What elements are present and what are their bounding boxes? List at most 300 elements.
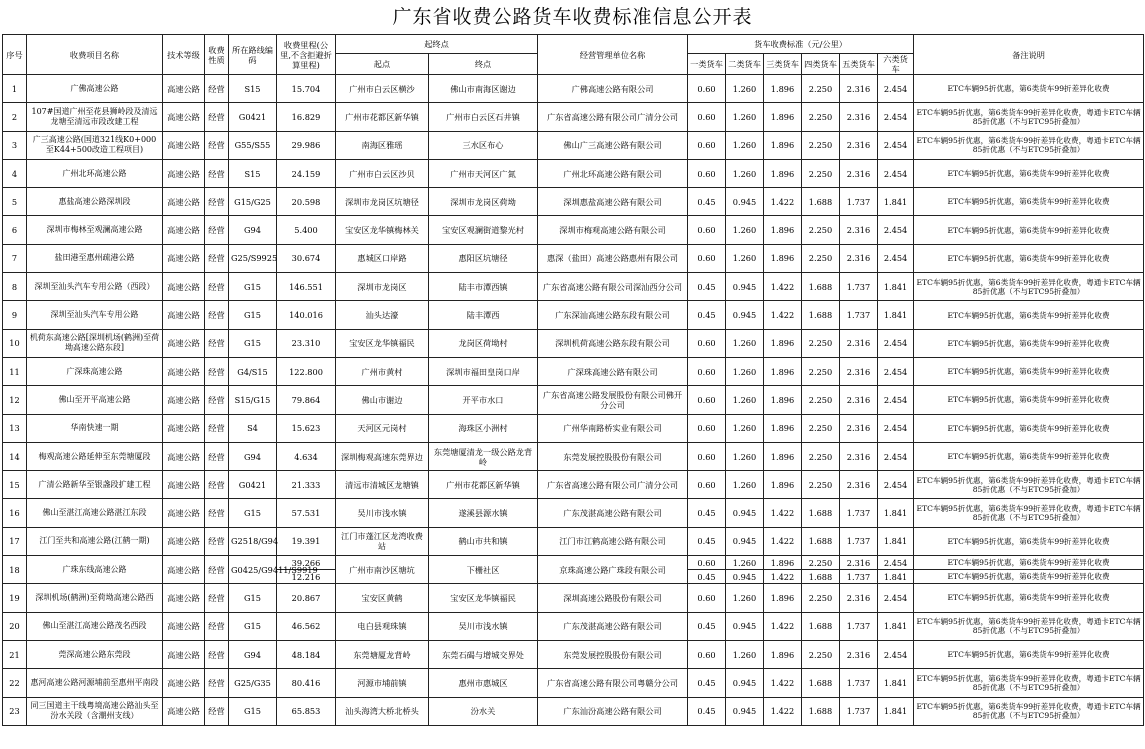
row-fee-class-1: 0.60 — [688, 584, 726, 612]
row-nature: 经营 — [205, 386, 229, 414]
row-fee-class-2: 1.260 — [726, 556, 764, 570]
row-fee-class-3: 1.896 — [764, 357, 802, 385]
row-seq: 5 — [3, 188, 27, 216]
row-end: 吴川市浅水镇 — [429, 612, 538, 640]
row-project-name: 广深珠高速公路 — [27, 357, 163, 385]
row-mileage: 24.159 — [277, 159, 336, 187]
row-fee-class-3: 1.422 — [764, 301, 802, 329]
row-note: ETC车辆95折优惠，第6类货车99折差异化收费，粤通卡ETC车辆85折优惠（不与ETC95折叠加） — [914, 103, 1144, 131]
row-mileage: 4.634 — [277, 442, 336, 470]
row-project-name: 深圳机场(鹤洲)至荷坳高速公路西 — [27, 584, 163, 612]
row-mileage: 65.853 — [277, 697, 336, 725]
row-end: 广州市花都区新华镇 — [429, 471, 538, 499]
row-route-code: G15 — [229, 584, 277, 612]
row-fee-class-4: 2.250 — [802, 159, 840, 187]
row-fee-class-6: 2.454 — [878, 414, 914, 442]
row-fee-class-4: 2.250 — [802, 131, 840, 159]
row-start: 深圳市龙岗区坑塘径 — [336, 188, 429, 216]
row-fee-class-3: 1.896 — [764, 414, 802, 442]
row-operator: 江门市江鹤高速公路有限公司 — [538, 527, 688, 555]
header-endpoints: 起终点 — [336, 35, 538, 54]
row-end: 宝安区龙华镇福民 — [429, 584, 538, 612]
row-end: 惠阳区坑塘径 — [429, 244, 538, 272]
table-row — [3, 612, 1144, 640]
row-tech-grade: 高速公路 — [163, 442, 205, 470]
row-fee-class-2: 1.260 — [726, 584, 764, 612]
row-start: 清远市清城区龙塘镇 — [336, 471, 429, 499]
row-fee-class-5: 2.316 — [840, 103, 878, 131]
row-fee-class-6: 1.841 — [878, 669, 914, 697]
row-fee-class-6: 1.841 — [878, 301, 914, 329]
row-seq: 4 — [3, 159, 27, 187]
row-start: 广州市黄村 — [336, 357, 429, 385]
row-mileage: 12.216 — [277, 570, 336, 584]
row-start: 汕头海湾大桥北桥头 — [336, 697, 429, 725]
table-row — [3, 329, 1144, 357]
row-seq: 10 — [3, 329, 27, 357]
row-fee-class-3: 1.422 — [764, 697, 802, 725]
row-fee-class-1: 0.60 — [688, 640, 726, 668]
row-fee-class-4: 2.250 — [802, 584, 840, 612]
row-mileage: 146.551 — [277, 273, 336, 301]
row-fee-class-2: 0.945 — [726, 188, 764, 216]
row-fee-class-6: 2.454 — [878, 329, 914, 357]
row-operator: 佛山广三高速公路有限公司 — [538, 131, 688, 159]
row-seq: 16 — [3, 499, 27, 527]
row-fee-class-6: 2.454 — [878, 640, 914, 668]
row-route-code: S15 — [229, 75, 277, 103]
row-end: 海珠区小洲村 — [429, 414, 538, 442]
row-operator: 广东汕汾高速公路有限公司 — [538, 697, 688, 725]
table-row — [3, 471, 1144, 499]
row-fee-class-6: 1.841 — [878, 188, 914, 216]
row-fee-class-5: 2.316 — [840, 442, 878, 470]
row-note: ETC车辆95折优惠，第6类货车99折差异化收费，粤通卡ETC车辆85折优惠（不与ETC95折叠加） — [914, 471, 1144, 499]
row-fee-class-3: 1.896 — [764, 216, 802, 244]
row-fee-class-1: 0.60 — [688, 244, 726, 272]
row-start: 江门市蓬江区龙湾收费站 — [336, 527, 429, 555]
row-tech-grade: 高速公路 — [163, 640, 205, 668]
row-route-code: G15 — [229, 697, 277, 725]
row-fee-class-1: 0.60 — [688, 357, 726, 385]
row-fee-class-5: 1.737 — [840, 188, 878, 216]
row-project-name: 梅观高速公路延伸至东莞塘厦段 — [27, 442, 163, 470]
row-note: ETC车辆95折优惠，第6类货车99折差异化收费 — [914, 75, 1144, 103]
row-end: 遂溪县源水镇 — [429, 499, 538, 527]
table-row — [3, 386, 1144, 414]
header-end: 终点 — [429, 54, 538, 75]
row-start: 广州市花都区新华镇 — [336, 103, 429, 131]
row-fee-class-4: 2.250 — [802, 414, 840, 442]
row-tech-grade: 高速公路 — [163, 301, 205, 329]
table-row — [3, 584, 1144, 612]
row-seq: 12 — [3, 386, 27, 414]
row-start: 佛山市谢边 — [336, 386, 429, 414]
row-operator: 广东省高速公路有限公司粤赣分公司 — [538, 669, 688, 697]
row-nature: 经营 — [205, 216, 229, 244]
row-fee-class-3: 1.896 — [764, 584, 802, 612]
row-project-name: 广佛高速公路 — [27, 75, 163, 103]
row-fee-class-1: 0.60 — [688, 471, 726, 499]
row-fee-class-6: 2.454 — [878, 556, 914, 570]
row-tech-grade: 高速公路 — [163, 75, 205, 103]
row-tech-grade: 高速公路 — [163, 216, 205, 244]
header-tech: 技术等级 — [163, 35, 205, 75]
row-route-code: G4/S15 — [229, 357, 277, 385]
table-row — [3, 244, 1144, 272]
row-nature: 经营 — [205, 357, 229, 385]
row-operator: 广州北环高速公路有限公司 — [538, 159, 688, 187]
row-fee-class-2: 1.260 — [726, 329, 764, 357]
row-nature: 经营 — [205, 612, 229, 640]
row-operator: 广东省高速公路有限公司广清分公司 — [538, 103, 688, 131]
row-project-name: 惠盐高速公路深圳段 — [27, 188, 163, 216]
table-row — [3, 640, 1144, 668]
row-fee-class-1: 0.45 — [688, 570, 726, 584]
row-fee-class-1: 0.45 — [688, 499, 726, 527]
row-mileage: 5.400 — [277, 216, 336, 244]
row-fee-class-5: 2.316 — [840, 584, 878, 612]
row-fee-class-5: 2.316 — [840, 159, 878, 187]
table-row — [3, 75, 1144, 103]
row-tech-grade: 高速公路 — [163, 471, 205, 499]
row-note: ETC车辆95折优惠，第6类货车99折差异化收费，粤通卡ETC车辆85折优惠（不与ETC95折叠加） — [914, 499, 1144, 527]
row-seq: 21 — [3, 640, 27, 668]
table-body — [3, 75, 1144, 726]
row-note: ETC车辆95折优惠，第6类货车99折差异化收费 — [914, 216, 1144, 244]
row-fee-class-6: 2.454 — [878, 216, 914, 244]
row-fee-class-4: 2.250 — [802, 329, 840, 357]
row-fee-class-6: 1.841 — [878, 570, 914, 584]
row-nature: 经营 — [205, 669, 229, 697]
row-fee-class-5: 1.737 — [840, 669, 878, 697]
row-mileage: 46.562 — [277, 612, 336, 640]
row-fee-class-5: 2.316 — [840, 386, 878, 414]
row-note: ETC车辆95折优惠，第6类货车99折差异化收费 — [914, 188, 1144, 216]
row-seq: 9 — [3, 301, 27, 329]
table-row — [3, 159, 1144, 187]
row-fee-class-5: 2.316 — [840, 640, 878, 668]
row-fee-class-5: 1.737 — [840, 527, 878, 555]
header-seq: 序号 — [3, 35, 27, 75]
row-start: 广州市南沙区塘坑 — [336, 556, 429, 584]
row-fee-class-4: 1.688 — [802, 570, 840, 584]
row-start: 惠城区口岸路 — [336, 244, 429, 272]
row-seq: 2 — [3, 103, 27, 131]
row-fee-class-4: 2.250 — [802, 357, 840, 385]
row-route-code: G15 — [229, 301, 277, 329]
row-start: 广州市白云区沙贝 — [336, 159, 429, 187]
row-fee-class-6: 2.454 — [878, 75, 914, 103]
row-tech-grade: 高速公路 — [163, 499, 205, 527]
header-mileage: 收费里程(公里,不含拒避折算里程) — [277, 35, 336, 75]
row-end: 龙岗区荷坳村 — [429, 329, 538, 357]
row-note: ETC车辆95折优惠，第6类货车99折差异化收费 — [914, 556, 1144, 570]
row-fee-class-4: 2.250 — [802, 471, 840, 499]
row-fee-class-2: 1.260 — [726, 159, 764, 187]
row-fee-class-1: 0.60 — [688, 103, 726, 131]
row-tech-grade: 高速公路 — [163, 612, 205, 640]
row-tech-grade: 高速公路 — [163, 357, 205, 385]
row-fee-class-5: 2.316 — [840, 131, 878, 159]
row-project-name: 深圳至汕头汽车专用公路（西段） — [27, 273, 163, 301]
row-fee-class-2: 1.260 — [726, 640, 764, 668]
row-route-code: G25/G35 — [229, 669, 277, 697]
row-route-code: S4 — [229, 414, 277, 442]
row-fee-class-5: 2.316 — [840, 244, 878, 272]
row-tech-grade: 高速公路 — [163, 386, 205, 414]
row-operator: 东莞发展控股股份有限公司 — [538, 640, 688, 668]
row-end: 宝安区观澜街道黎光村 — [429, 216, 538, 244]
row-fee-class-6: 2.454 — [878, 103, 914, 131]
table-row — [3, 273, 1144, 301]
row-project-name: 佛山至湛江高速公路湛江东段 — [27, 499, 163, 527]
row-note: ETC车辆95折优惠，第6类货车99折差异化收费 — [914, 584, 1144, 612]
row-fee-class-2: 0.945 — [726, 527, 764, 555]
header-row-1 — [3, 35, 1144, 54]
row-operator: 深圳高速公路股份有限公司 — [538, 584, 688, 612]
header-note: 备注说明 — [914, 35, 1144, 75]
row-project-name: 机荷东高速公路[深圳机场(鹤洲)至荷坳高速公路东段] — [27, 329, 163, 357]
row-route-code: G94 — [229, 216, 277, 244]
row-mileage: 122.800 — [277, 357, 336, 385]
row-tech-grade: 高速公路 — [163, 414, 205, 442]
row-nature: 经营 — [205, 273, 229, 301]
row-note: ETC车辆95折优惠，第6类货车99折差异化收费 — [914, 301, 1144, 329]
row-mileage: 80.416 — [277, 669, 336, 697]
row-fee-class-1: 0.45 — [688, 669, 726, 697]
row-fee-class-2: 1.260 — [726, 131, 764, 159]
row-project-name: 佛山至开平高速公路 — [27, 386, 163, 414]
row-route-code: S15/G15 — [229, 386, 277, 414]
row-start: 深圳市龙岗区 — [336, 273, 429, 301]
table-row — [3, 556, 1144, 570]
row-nature: 经营 — [205, 414, 229, 442]
row-end: 三水区布心 — [429, 131, 538, 159]
row-nature: 经营 — [205, 471, 229, 499]
row-fee-class-5: 1.737 — [840, 612, 878, 640]
row-end: 东莞石碣与增城交界处 — [429, 640, 538, 668]
row-start: 广州市白云区横沙 — [336, 75, 429, 103]
row-note: ETC车辆95折优惠，第6类货车99折差异化收费 — [914, 414, 1144, 442]
row-fee-class-3: 1.422 — [764, 499, 802, 527]
row-note: ETC车辆95折优惠，第6类货车99折差异化收费 — [914, 159, 1144, 187]
row-fee-class-4: 1.688 — [802, 499, 840, 527]
row-nature: 经营 — [205, 697, 229, 725]
row-route-code: G0421 — [229, 103, 277, 131]
row-fee-class-2: 0.945 — [726, 697, 764, 725]
row-fee-class-6: 1.841 — [878, 612, 914, 640]
row-seq: 3 — [3, 131, 27, 159]
row-end: 广州市天河区广氮 — [429, 159, 538, 187]
row-note: ETC车辆95折优惠，第6类货车99折差异化收费，粤通卡ETC车辆85折优惠（不与ETC95折叠加） — [914, 273, 1144, 301]
row-note: ETC车辆95折优惠，第6类货车99折差异化收费 — [914, 244, 1144, 272]
header-operator: 经营管理单位名称 — [538, 35, 688, 75]
row-start: 宝安区黄鹤 — [336, 584, 429, 612]
row-project-name: 盐田港至惠州疏港公路 — [27, 244, 163, 272]
row-fee-class-4: 2.250 — [802, 103, 840, 131]
row-route-code: G94 — [229, 640, 277, 668]
row-fee-class-6: 2.454 — [878, 471, 914, 499]
header-route: 所在路线编码 — [229, 35, 277, 75]
table-row — [3, 669, 1144, 697]
row-seq: 1 — [3, 75, 27, 103]
row-note: ETC车辆95折优惠，第6类货车99折差异化收费，粤通卡ETC车辆85折优惠（不与ETC95折叠加） — [914, 697, 1144, 725]
row-note: ETC车辆95折优惠，第6类货车99折差异化收费，粤通卡ETC车辆85折优惠（不与ETC95折叠加） — [914, 612, 1144, 640]
row-note: ETC车辆95折优惠，第6类货车99折差异化收费 — [914, 442, 1144, 470]
row-fee-class-1: 0.45 — [688, 273, 726, 301]
row-start: 东莞塘厦龙背岭 — [336, 640, 429, 668]
row-fee-class-4: 1.688 — [802, 612, 840, 640]
row-nature: 经营 — [205, 188, 229, 216]
table-row — [3, 357, 1144, 385]
row-fee-class-1: 0.60 — [688, 75, 726, 103]
row-fee-class-5: 1.737 — [840, 499, 878, 527]
row-tech-grade: 高速公路 — [163, 669, 205, 697]
row-fee-class-2: 0.945 — [726, 301, 764, 329]
row-fee-class-4: 1.688 — [802, 273, 840, 301]
row-fee-class-3: 1.422 — [764, 527, 802, 555]
row-fee-class-4: 2.250 — [802, 216, 840, 244]
row-nature: 经营 — [205, 527, 229, 555]
row-fee-class-3: 1.896 — [764, 159, 802, 187]
row-fee-class-1: 0.45 — [688, 301, 726, 329]
page-title: 广东省收费公路货车收费标准信息公开表 — [392, 6, 753, 28]
row-operator: 广佛高速公路有限公司 — [538, 75, 688, 103]
row-tech-grade: 高速公路 — [163, 103, 205, 131]
row-end: 佛山市南海区谢边 — [429, 75, 538, 103]
row-end: 开平市水口 — [429, 386, 538, 414]
row-fee-class-2: 1.260 — [726, 386, 764, 414]
row-mileage: 140.016 — [277, 301, 336, 329]
row-tech-grade: 高速公路 — [163, 329, 205, 357]
row-route-code: G0421 — [229, 471, 277, 499]
row-tech-grade: 高速公路 — [163, 244, 205, 272]
row-route-code: G25/S9925 — [229, 244, 277, 272]
row-fee-class-2: 0.945 — [726, 669, 764, 697]
row-fee-class-2: 0.945 — [726, 273, 764, 301]
row-end: 陆丰市潭西镇 — [429, 273, 538, 301]
row-end: 惠州市惠城区 — [429, 669, 538, 697]
row-fee-class-6: 2.454 — [878, 584, 914, 612]
row-route-code: S15 — [229, 159, 277, 187]
row-fee-class-5: 2.316 — [840, 471, 878, 499]
row-end: 下栅社区 — [429, 556, 538, 584]
row-fee-class-4: 2.250 — [802, 442, 840, 470]
header-name: 收费项目名称 — [27, 35, 163, 75]
row-operator: 广东茂湛高速公路有限公司 — [538, 612, 688, 640]
row-operator: 广东省高速公路有限公司广清分公司 — [538, 471, 688, 499]
row-fee-class-4: 2.250 — [802, 244, 840, 272]
row-operator: 惠深（盐田）高速公路惠州有限公司 — [538, 244, 688, 272]
row-note: ETC车辆95折优惠，第6类货车99折差异化收费，粤通卡ETC车辆85折优惠（不与ETC95折叠加） — [914, 131, 1144, 159]
row-start: 电白县观珠镇 — [336, 612, 429, 640]
row-mileage: 15.623 — [277, 414, 336, 442]
row-fee-class-4: 2.250 — [802, 556, 840, 570]
row-start: 汕头达濠 — [336, 301, 429, 329]
row-mileage: 57.531 — [277, 499, 336, 527]
row-fee-class-1: 0.60 — [688, 414, 726, 442]
table-row — [3, 103, 1144, 131]
row-note: ETC车辆95折优惠，第6类货车99折差异化收费 — [914, 386, 1144, 414]
row-fee-class-3: 1.896 — [764, 244, 802, 272]
row-fee-class-5: 2.316 — [840, 357, 878, 385]
row-fee-class-6: 1.841 — [878, 273, 914, 301]
table-row — [3, 527, 1144, 555]
header-class-3: 三类货车 — [764, 54, 802, 75]
row-fee-class-6: 2.454 — [878, 131, 914, 159]
row-nature: 经营 — [205, 329, 229, 357]
row-seq: 22 — [3, 669, 27, 697]
row-fee-class-1: 0.45 — [688, 527, 726, 555]
row-seq: 19 — [3, 584, 27, 612]
row-fee-class-1: 0.60 — [688, 442, 726, 470]
row-note: ETC车辆95折优惠，第6类货车99折差异化收费 — [914, 357, 1144, 385]
row-nature: 经营 — [205, 131, 229, 159]
table-row — [3, 697, 1144, 725]
row-fee-class-4: 2.250 — [802, 386, 840, 414]
row-operator: 京珠高速公路广珠段有限公司 — [538, 556, 688, 584]
row-route-code: G55/S55 — [229, 131, 277, 159]
row-nature: 经营 — [205, 244, 229, 272]
row-mileage: 29.986 — [277, 131, 336, 159]
row-seq: 7 — [3, 244, 27, 272]
row-fee-class-5: 1.737 — [840, 570, 878, 584]
row-mileage: 19.391 — [277, 527, 336, 555]
row-fee-class-6: 2.454 — [878, 244, 914, 272]
row-mileage: 79.864 — [277, 386, 336, 414]
row-start: 南海区雅瑶 — [336, 131, 429, 159]
row-operator: 广东深汕高速公路东段有限公司 — [538, 301, 688, 329]
row-fee-class-5: 2.316 — [840, 75, 878, 103]
row-project-name: 同三国道主干线粤境高速公路汕头至汾水关段（含潮州支线） — [27, 697, 163, 725]
row-fee-class-6: 1.841 — [878, 499, 914, 527]
row-fee-class-2: 1.260 — [726, 75, 764, 103]
row-fee-class-5: 1.737 — [840, 301, 878, 329]
row-fee-class-3: 1.896 — [764, 640, 802, 668]
row-operator: 深圳惠盐高速公路有限公司 — [538, 188, 688, 216]
row-note: ETC车辆95折优惠，第6类货车99折差异化收费 — [914, 570, 1144, 584]
row-project-name: 深圳市梅林至观澜高速公路 — [27, 216, 163, 244]
row-fee-class-3: 1.896 — [764, 471, 802, 499]
row-route-code: G0425/G9411/S9919 — [229, 556, 277, 584]
row-fee-class-6: 1.841 — [878, 697, 914, 725]
row-tech-grade: 高速公路 — [163, 131, 205, 159]
row-route-code: G94 — [229, 442, 277, 470]
row-end: 深圳市龙岗区荷坳 — [429, 188, 538, 216]
row-nature: 经营 — [205, 556, 229, 584]
row-operator: 广东省高速公路有限公司深汕西分公司 — [538, 273, 688, 301]
row-start: 吴川市浅水镇 — [336, 499, 429, 527]
row-fee-class-2: 1.260 — [726, 357, 764, 385]
row-fee-class-3: 1.896 — [764, 103, 802, 131]
row-note: ETC车辆95折优惠，第6类货车99折差异化收费 — [914, 329, 1144, 357]
row-operator: 广深珠高速公路有限公司 — [538, 357, 688, 385]
row-tech-grade: 高速公路 — [163, 584, 205, 612]
row-fee-class-3: 1.422 — [764, 669, 802, 697]
row-fee-class-6: 2.454 — [878, 357, 914, 385]
row-end: 广州市白云区石井镇 — [429, 103, 538, 131]
row-fee-class-1: 0.60 — [688, 131, 726, 159]
row-seq: 8 — [3, 273, 27, 301]
row-fee-class-4: 1.688 — [802, 669, 840, 697]
row-fee-class-2: 1.260 — [726, 471, 764, 499]
header-fee-standard: 货车收费标准（元/公里） — [688, 35, 914, 54]
row-operator: 广州华南路桥实业有限公司 — [538, 414, 688, 442]
row-end: 陆丰潭西 — [429, 301, 538, 329]
header-class-5: 五类货车 — [840, 54, 878, 75]
table-row — [3, 301, 1144, 329]
